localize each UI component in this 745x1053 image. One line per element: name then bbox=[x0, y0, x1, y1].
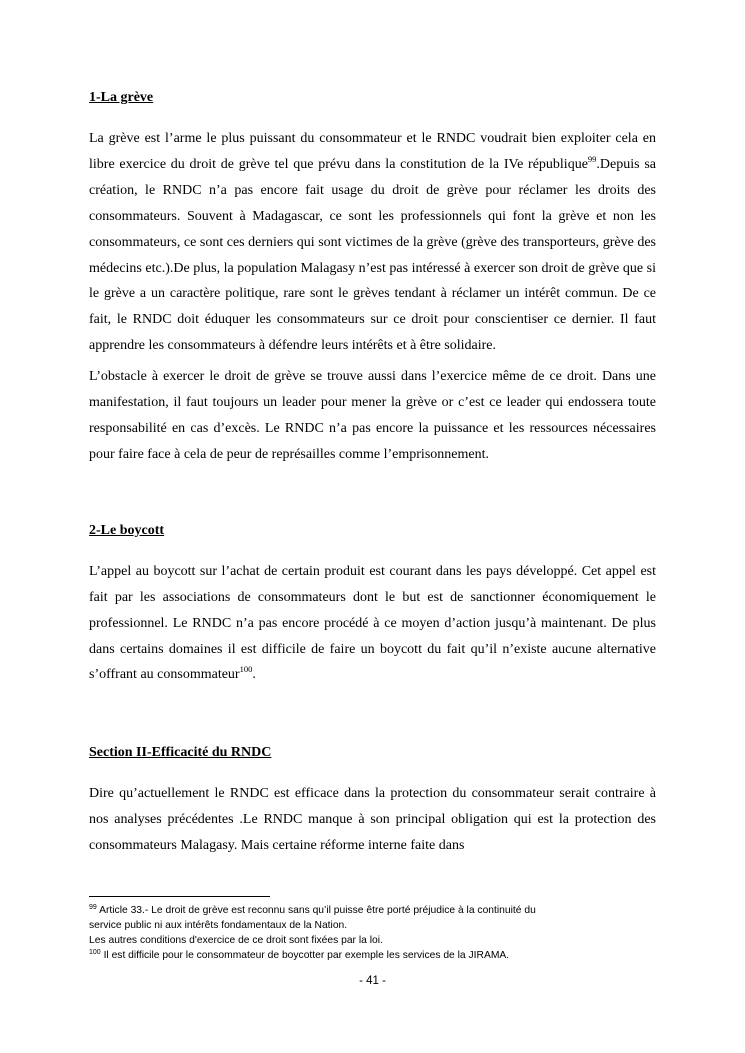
section-heading-boycott: 2-Le boycott bbox=[89, 522, 165, 538]
section-heading-greve: 1-La grève bbox=[89, 90, 154, 105]
paragraph-greve-2: L’obstacle à exercer le droit de grève se trouve aussi dans l’exercice même de ce droit. Dans une manifestation, il faut toujours un leader pour mener la grève or c’est ce leader qui endossera toute responsabilité en cas d’excès. Le RNDC n’a pas encore la puissance et les ressources nécessaires pour faire face à cela de peur de représailles comme l’emprisonnement. bbox=[89, 369, 656, 462]
section-heading-efficacite: Section II-Efficacité du RNDC bbox=[89, 745, 272, 761]
footnotes bbox=[89, 896, 656, 963]
footnote-99: $^{99}$ Article 33.- Le droit de grève est reconnu sans qu’il puisse être porté préjudice à la continuité du bbox=[89, 904, 536, 916]
footnote-99-line-3: Les autres conditions d'exercice de ce droit sont fixées par la loi. bbox=[89, 935, 383, 946]
footnote-100: $^{100}$ Il est difficile pour le consommateur de boycotter par exemple les services de la JIRAMA. bbox=[89, 949, 510, 961]
page-body bbox=[89, 88, 656, 859]
footnote-99-line-2: service public ni aux intérêts fondamentaux de la Nation. bbox=[89, 920, 348, 931]
page-number: - 41 - bbox=[359, 975, 386, 987]
footnote-separator bbox=[89, 896, 270, 897]
footnote-ref-100: 100 bbox=[239, 664, 253, 675]
paragraph-greve-1: La grève est l’arme le plus puissant du consommateur et le RNDC voudrait bien exploiter cela en libre exercice du droit de grève tel que prévu dans la constitution de la IVe république$^{99}$.Depuis sa création, le RNDC n’a pas encore fait usage du droit de grève pour réclamer les droits des consommateurs. Souvent à Madagascar, ce sont les professionnels qui font la grève et non les consommateurs, ce sont ces derniers qui sont victimes de la grève (grève des transporteurs, grève des médecins etc.).De plus, la population Malagasy n’est pas intéressé à exercer son droit de grève que si le grève a un caractère politique, rare sont le grèves tendant à réclamer un intérêt commun. De ce fait, le RNDC doit éduquer les consommateurs sur ce droit pour conscientiser ce dernier. Il faut apprendre les consommateurs à défendre leurs intérêts et à être solidaire. bbox=[89, 131, 656, 354]
footnote-ref-99: 99 bbox=[587, 153, 597, 164]
paragraph-boycott: L’appel au boycott sur l’achat de certain produit est courant dans les pays développé. Cet appel est fait par les associations de consommateurs dont le but est de sanctionner économiquement le professionnel. Le RNDC n’a pas encore procédé à ce moyen d’action jusqu’à maintenant. De plus dans certains domaines il est difficile de faire un boycott du fait qu’il n’existe aucune alternative s’offrant au consommateur$^{100}$. bbox=[89, 563, 656, 683]
paragraph-efficacite: Dire qu’actuellement le RNDC est efficace dans la protection du consommateur serait contraire à nos analyses précédentes .Le RNDC manque à son principal obligation qui est la protection des consommateurs Malagasy. Mais certaine réforme interne faite dans bbox=[89, 786, 656, 854]
